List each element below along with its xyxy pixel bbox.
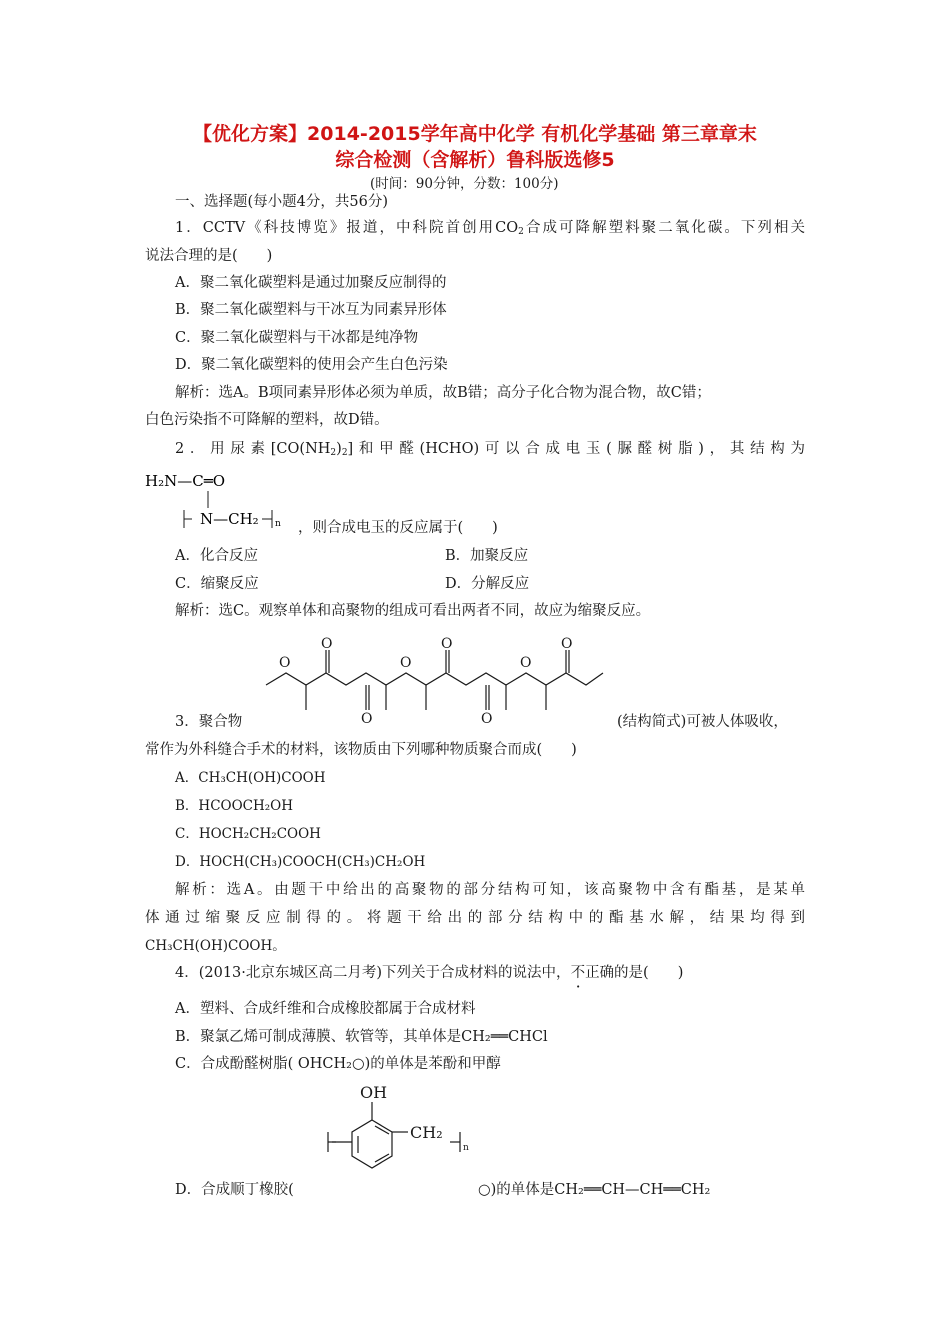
- title-line-2: 综合检测（含解析）鲁科版选修5: [335, 149, 615, 171]
- q3-stem-suffix: (结构简式)可被人体吸收，: [617, 714, 788, 730]
- q2-stem-tail: ，则合成电玉的反应属于( ): [298, 520, 498, 536]
- svg-text:O: O: [520, 655, 532, 671]
- svg-text:O: O: [561, 636, 573, 652]
- q2-option-c: C．缩聚反应: [175, 576, 259, 592]
- q2-stem-line1: 2．用尿素$[CO(NH_2)_2]$和甲醛(HCHO)可以合成电玉(脲醛树脂)，其结构为: [175, 441, 805, 458]
- svg-text:n: n: [275, 519, 281, 529]
- q4-option-a: A．塑料、合成纤维和合成橡胶都属于合成材料: [175, 1001, 476, 1017]
- q2-analysis: 解析：选C。观察单体和高聚物的组成可看出两者不同，故应为缩聚反应。: [175, 603, 651, 619]
- time-info: (时间：90分钟，分数：100分): [370, 176, 559, 192]
- svg-text:H₂N—C═O: H₂N—C═O: [145, 472, 226, 490]
- emphasis-dot-not: 不: [570, 965, 586, 981]
- q3-analysis-line2: 体通过缩聚反应制得的。将题干给出的部分结构中的酯基水解，结果均得到: [145, 910, 805, 926]
- svg-text:OH: OH: [360, 1083, 388, 1102]
- svg-text:N—CH₂: N—CH₂: [200, 510, 259, 528]
- q3-option-d: D．HOCH(CH₃)COOCH(CH₃)CH₂OH: [175, 854, 426, 870]
- svg-text:O: O: [441, 636, 453, 652]
- q4-option-c: C．合成酚醛树脂( OHCH₂○)的单体是苯酚和甲醇: [175, 1056, 501, 1072]
- svg-text:O: O: [361, 711, 373, 727]
- q1-stem-line1: 1．CCTV《科技博览》报道，中科院首创用$CO_2$合成可降解塑料聚二氧化碳。下列相关: [175, 220, 805, 237]
- q1-stem-line2: 说法合理的是( ): [145, 248, 273, 264]
- q2-option-b: B．加聚反应: [445, 548, 529, 564]
- q1-analysis-line2: 白色污染指不可降解的塑料，故D错。: [145, 412, 389, 428]
- q3-option-c: C．HOCH₂CH₂COOH: [175, 826, 321, 842]
- q3-stem-line2: 常作为外科缝合手术的材料，该物质由下列哪种物质聚合而成( ): [145, 742, 577, 758]
- q2-structure-formula: [140, 466, 300, 536]
- q3-option-b: B．HCOOCH₂OH: [175, 798, 294, 814]
- q1-option-a: A．聚二氧化碳塑料是通过加聚反应制得的: [175, 275, 447, 291]
- q4-option-b: B．聚氯乙烯可制成薄膜、软管等，其单体是CH₂══CHCl: [175, 1029, 548, 1045]
- svg-text:O: O: [481, 711, 493, 727]
- q1-option-b: B．聚二氧化碳塑料与干冰互为同素异形体: [175, 302, 447, 318]
- svg-text:CH₂: CH₂: [410, 1123, 443, 1142]
- q1-option-c: C．聚二氧化碳塑料与干冰都是纯净物: [175, 330, 419, 346]
- q4-option-d-prefix: D．合成顺丁橡胶(: [175, 1182, 294, 1198]
- title-line-1: 【优化方案】2014-2015学年高中化学 有机化学基础 第三章章末: [193, 123, 757, 145]
- q4-option-d-suffix: ○)的单体是CH₂══CH—CH══CH₂: [478, 1182, 711, 1198]
- q4-phenol-resin-structure: [318, 1080, 478, 1180]
- q4-stem: 4．(2013·北京东城区高二月考)下列关于合成材料的说法中，不正确的是( ): [175, 965, 684, 981]
- q2-option-d: D．分解反应: [445, 576, 530, 592]
- svg-text:O: O: [279, 655, 291, 671]
- svg-text:O: O: [321, 636, 333, 652]
- section-heading: 一、选择题(每小题4分，共56分): [175, 194, 388, 210]
- q1-analysis-line1: 解析：选A。B项同素异形体必须为单质，故B错；高分子化合物为混合物，故C错；: [175, 385, 711, 401]
- q1-option-d: D．聚二氧化碳塑料的使用会产生白色污染: [175, 357, 448, 373]
- q3-option-a: A．CH₃CH(OH)COOH: [175, 770, 326, 786]
- q3-analysis-line1: 解析：选A。由题干中给出的高聚物的部分结构可知，该高聚物中含有酯基，是某单: [175, 882, 805, 898]
- q3-stem-prefix: 3．聚合物: [175, 714, 243, 730]
- q3-analysis-line3: CH₃CH(OH)COOH。: [145, 938, 286, 954]
- q2-option-a: A．化合反应: [175, 548, 258, 564]
- svg-text:O: O: [400, 655, 412, 671]
- svg-text:n: n: [463, 1143, 469, 1153]
- q3-polymer-structure: [258, 630, 608, 730]
